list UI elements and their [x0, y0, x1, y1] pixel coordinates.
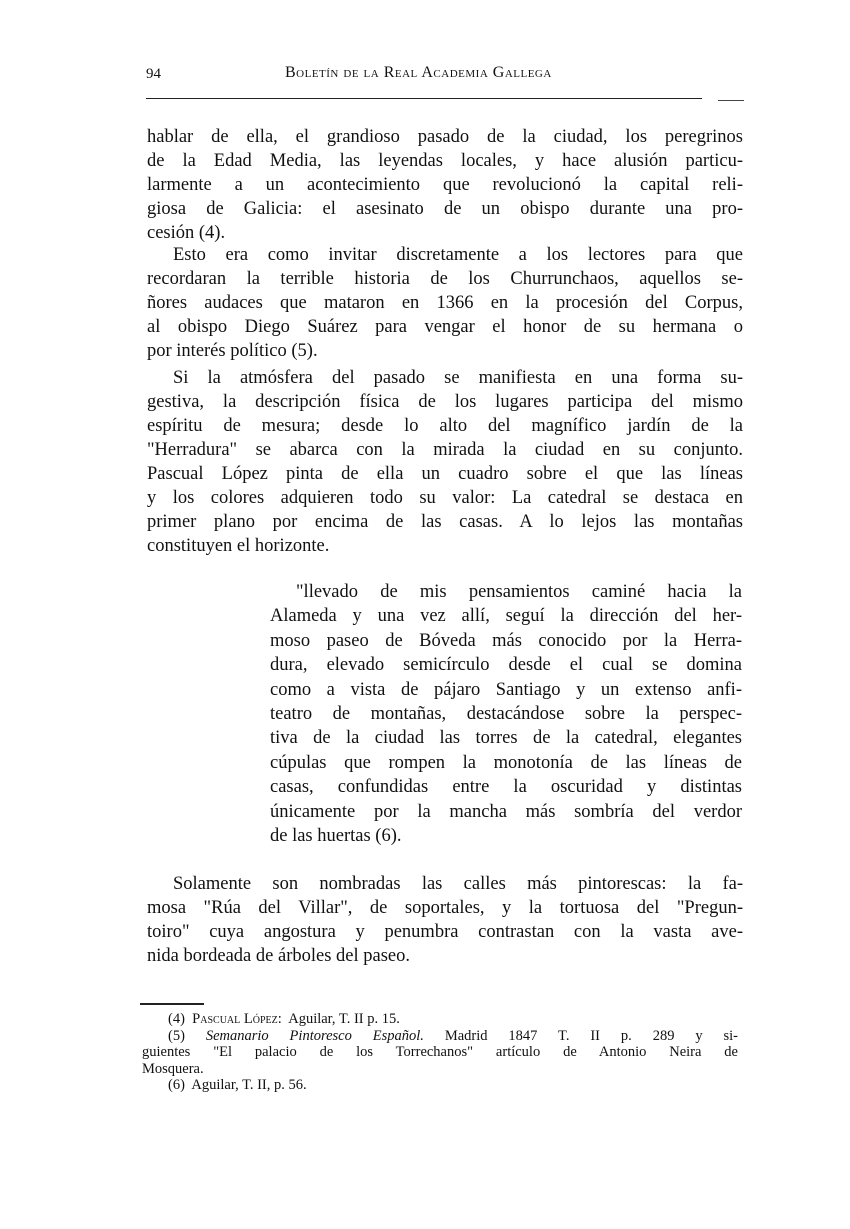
block-quote	[270, 580, 742, 848]
footnote-mark: (6)	[168, 1077, 185, 1093]
quote-line: como a vista de pájaro Santiago y un extenso anfi-	[270, 679, 742, 700]
footnote-rule	[140, 1003, 204, 1005]
text-line: ñores audaces que mataron en 1366 en la procesión del Corpus,	[147, 293, 743, 313]
text-line: de la Edad Media, las leyendas locales, y hace alusión particu-	[147, 151, 743, 171]
text-line: primer plano por encima de las casas. A lo lejos las montañas	[147, 512, 743, 532]
quote-line: teatro de montañas, destacándose sobre la perspec-	[270, 703, 742, 724]
footnote-mark: (5)	[168, 1027, 185, 1044]
text-line: Solamente son nombradas las calles más pintorescas: la fa-	[173, 874, 743, 894]
quote-line: únicamente por la mancha más sombría del verdor	[270, 801, 742, 822]
text-line: nida bordeada de árboles del paseo.	[147, 946, 411, 966]
quote-line: dura, elevado semicírculo desde el cual se domina	[270, 655, 742, 676]
text-line: Esto era como invitar discretamente a los lectores para que	[173, 245, 743, 265]
paragraph-1	[147, 125, 743, 245]
text-line: cesión (4).	[147, 223, 226, 243]
text-line: al obispo Diego Suárez para vengar el honor de su hermana o	[147, 317, 743, 337]
footnote-mark: (4)	[168, 1011, 185, 1027]
text-line: constituyen el horizonte.	[147, 536, 330, 556]
quote-line: moso paseo de Bóveda más conocido por la Herra-	[270, 630, 742, 651]
footnote-author: Pascual López:	[192, 1011, 282, 1027]
page-number: 94	[146, 66, 161, 82]
footnote-5-line2: guientes "El palacio de los Torrechanos" artículo de Antonio Neira de	[142, 1044, 738, 1060]
text-line: y los colores adquieren todo su valor: La catedral se destaca en	[147, 488, 743, 508]
paragraph-2	[147, 243, 743, 363]
text-line: Pascual López pinta de ella un cuadro sobre el que las líneas	[147, 464, 743, 484]
footnote-6	[142, 1077, 738, 1094]
text-line: Si la atmósfera del pasado se manifiesta en una forma su-	[173, 368, 743, 388]
footnote-5-line3: Mosquera.	[142, 1060, 204, 1077]
text-line: por interés político (5).	[147, 341, 318, 361]
footnote-4	[142, 1011, 738, 1028]
footnotes	[142, 1011, 738, 1094]
running-title: Boletín de la Real Academia Gallega	[285, 64, 552, 81]
text-line: gestiva, la descripción física de los lugares participa del mismo	[147, 392, 743, 412]
footnote-text: Aguilar, T. II, p. 56.	[191, 1077, 307, 1093]
text-line: mosa "Rúa del Villar", de soportales, y la tortuosa del "Pregun-	[147, 898, 743, 918]
text-line: recordaran la terrible historia de los Churrunchaos, aquellos se-	[147, 269, 743, 289]
text-line: espíritu de mesura; desde lo alto del magnífico jardín de la	[147, 416, 743, 436]
text-line: toiro" cuya angostura y penumbra contrastan con la vasta ave-	[147, 922, 743, 942]
footnote-5	[142, 1028, 738, 1045]
text-line: larmente a un acontecimiento que revolucionó la capital reli-	[147, 175, 743, 195]
text-line: "Herradura" se abarca con la mirada la ciudad en su conjunto.	[147, 440, 743, 460]
header-rule	[146, 98, 702, 99]
header-rule-end	[718, 100, 744, 101]
text-line: hablar de ella, el grandioso pasado de la ciudad, los peregrinos	[147, 127, 743, 147]
quote-line: de las huertas (6).	[270, 825, 402, 846]
paragraph-3	[147, 366, 743, 558]
quote-line: "llevado de mis pensamientos caminé hacia la	[296, 582, 742, 602]
quote-line: cúpulas que rompen la monotonía de las líneas de	[270, 752, 742, 773]
footnote-text: Madrid 1847 T. II p. 289 y si-	[444, 1027, 738, 1044]
quote-line: Alameda y una vez allí, seguí la dirección del her-	[270, 606, 742, 627]
text-line: giosa de Galicia: el asesinato de un obispo durante una pro-	[147, 199, 743, 219]
paragraph-4	[147, 872, 743, 968]
footnote-title: Semanario Pintoresco Español.	[205, 1027, 424, 1044]
quote-line: tiva de la ciudad las torres de la catedral, elegantes	[270, 728, 742, 749]
footnote-text: Aguilar, T. II p. 15.	[288, 1011, 400, 1027]
quote-line: casas, confundidas entre la oscuridad y distintas	[270, 777, 742, 798]
